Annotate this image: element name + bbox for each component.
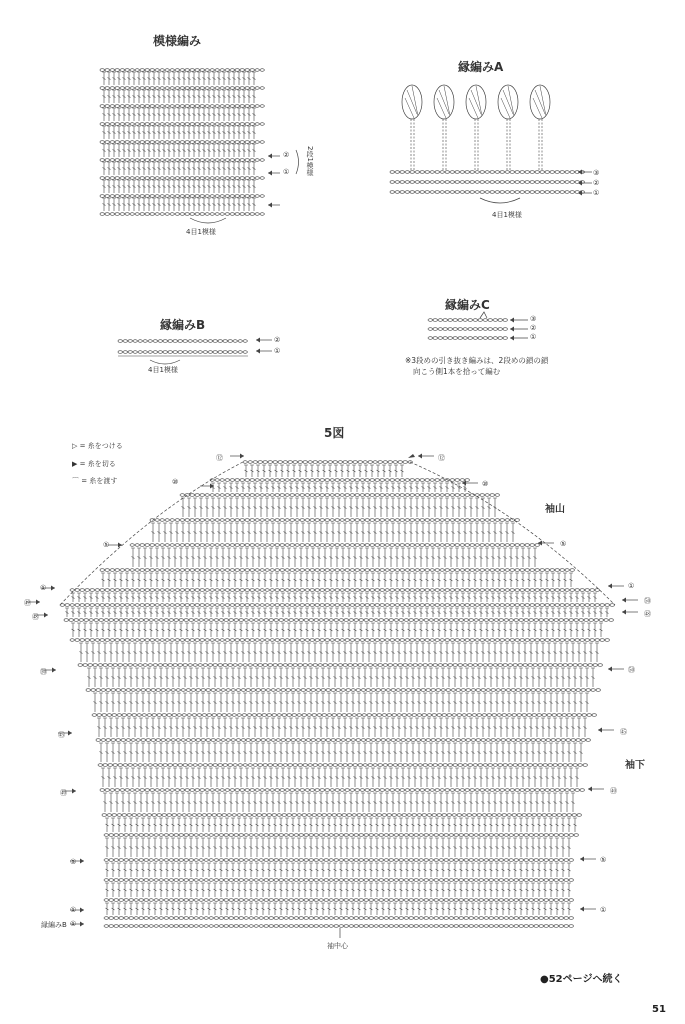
edge-b-title: 縁編みB	[160, 318, 206, 332]
edge-b-row-2: ②	[274, 336, 281, 344]
sleeve-chain-row	[104, 834, 578, 837]
chain-row	[390, 191, 584, 194]
bobble-stem	[411, 119, 414, 170]
carry-yarn-icon: ⌒	[72, 477, 79, 485]
legend-attach-text: = 糸をつける	[79, 442, 123, 450]
row-marker-right: ⑤	[600, 856, 607, 864]
sleeve-chain-row	[86, 689, 600, 692]
row-marker-left: ①	[40, 584, 47, 592]
sleeve-stitch-row	[65, 608, 609, 617]
sleeve-chain-row	[98, 764, 587, 767]
right-row-arrow-head	[588, 787, 592, 792]
right-row-arrow-head	[608, 667, 612, 672]
bobble-stem	[475, 119, 478, 170]
edge-b-row-1: ①	[274, 347, 281, 355]
right-row-arrow-head	[580, 907, 584, 912]
chain-row	[100, 159, 264, 162]
repeat-bracket	[150, 360, 180, 364]
stitch-row	[102, 72, 256, 85]
sleeve-stitch-row	[97, 718, 587, 737]
chain-row	[100, 69, 264, 72]
sleeve-chain-row	[92, 714, 596, 717]
row-marker-left: ⑩	[172, 478, 179, 486]
pattern-row-2: ②	[283, 151, 290, 159]
row-marker-right: ⑩	[482, 480, 489, 488]
chain-row	[390, 181, 584, 184]
chain-row	[118, 340, 247, 343]
stitch-row	[102, 198, 256, 211]
left-row-arrow-head	[68, 731, 72, 736]
sleeve-stitch-row	[99, 743, 583, 762]
row-marker-left: ㊿	[40, 668, 47, 676]
chain-row	[118, 351, 247, 354]
sleeve-cap-outline	[60, 462, 615, 605]
sleeve-chain-row	[60, 604, 614, 607]
sleeve-stitch-row	[131, 548, 537, 567]
edge-a-row-1: ①	[593, 189, 600, 197]
chain-row	[428, 319, 507, 322]
row-marker-right: ㊿	[628, 666, 635, 674]
chain-row	[100, 87, 264, 90]
edge-c-row-2: ②	[530, 324, 537, 332]
left-row-arrow-head	[52, 668, 56, 673]
sleeve-center-label: 袖中心	[327, 942, 348, 950]
chain-row	[100, 141, 264, 144]
sleeve-chain-row	[150, 519, 519, 522]
sleeve-stitch-row	[71, 593, 597, 602]
edge-c-title: 縁編みC	[445, 298, 490, 312]
sleeve-stitch-row	[105, 838, 571, 857]
pattern-row-1: ①	[283, 168, 290, 176]
row-marker-right: ㊺	[620, 728, 627, 736]
sleeve-chain-row	[70, 639, 609, 642]
sleeve-stitch-row	[93, 693, 589, 712]
sleeve-stitch-row	[105, 883, 571, 897]
row-marker-left: ①	[70, 906, 77, 914]
cut-yarn-icon: ▶	[72, 460, 78, 468]
edge-b-label: 縁編みB	[41, 921, 67, 929]
row-arrow-head	[268, 154, 272, 159]
chain-row	[100, 213, 264, 216]
sleeve-stitch-row	[71, 623, 603, 637]
row-arrow-head	[256, 338, 260, 343]
chain-row	[428, 328, 507, 331]
left-row-arrow-head	[51, 586, 55, 591]
sleeve-stitch-row	[101, 573, 573, 587]
edge-b-repeat-label: 4目1模様	[148, 366, 178, 374]
right-row-arrow-head	[622, 610, 626, 615]
sleeve-chain-row	[64, 619, 613, 622]
row-marker-right: ㊵	[610, 787, 617, 795]
sleeve-chain-row	[130, 544, 539, 547]
right-row-arrow-head	[598, 728, 602, 733]
attach-yarn-icon: ▷	[72, 442, 78, 450]
sleeve-stitch-row	[244, 465, 404, 477]
sleeve-stitch-row	[87, 668, 595, 687]
sleeve-chain-row	[180, 494, 499, 497]
row-marker-right: ⑤	[560, 540, 567, 548]
sleeve-stitch-row	[105, 818, 577, 832]
bobble-stem	[539, 119, 542, 170]
row-marker-left: ㊽	[32, 613, 39, 621]
row-arrow-head	[256, 349, 260, 354]
stitch-row	[102, 126, 256, 139]
row-marker-left: ㊾	[24, 599, 31, 607]
sleeve-stitch-row	[101, 768, 579, 787]
pattern-repeat-label: 4目1模様	[186, 228, 216, 236]
sleeve-chain-row	[96, 739, 590, 742]
edge-c-note-2: 向こう側1本を拾って編む	[413, 367, 501, 376]
row-marker-right: ㊿	[644, 597, 651, 605]
sleeve-stitch-row	[151, 523, 515, 542]
stitch-row	[102, 162, 256, 175]
underarm-label: 袖下	[625, 760, 645, 771]
bobble-stitches	[405, 86, 418, 118]
stitch-row	[102, 108, 256, 121]
pattern-title: 模様編み	[153, 34, 202, 48]
repeat-bracket	[480, 198, 520, 203]
row-marker-left: ⑫	[216, 454, 223, 462]
legend-cut-text: = 糸を切る	[79, 460, 116, 468]
row-marker-right: ①	[628, 582, 635, 590]
row-marker-left: ㊺	[58, 731, 65, 739]
left-row-arrow-head	[36, 600, 40, 605]
chain-row	[428, 337, 507, 340]
left-row-arrow-head	[240, 454, 244, 459]
sleeve-chain-row	[104, 879, 573, 882]
row-marker-right: ㊽	[644, 610, 651, 618]
sleeve-chain-row	[100, 569, 574, 572]
chain-row	[100, 105, 264, 108]
right-row-arrow-head	[608, 584, 612, 589]
row-marker-left: ⑤	[103, 541, 110, 549]
row-arrow-head	[510, 327, 514, 332]
left-row-arrow-head	[44, 613, 48, 618]
left-row-arrow-head	[80, 859, 84, 864]
sleeve-stitch-row	[103, 793, 575, 812]
stitch-row	[102, 90, 256, 103]
slip-stitch-mark	[480, 312, 487, 318]
chain-row	[100, 177, 264, 180]
sleeve-stitch-row	[181, 498, 497, 517]
row-marker-left: ①	[70, 920, 77, 928]
row-arrow-head	[510, 336, 514, 341]
sleeve-chain-row	[78, 664, 602, 667]
stitch-row	[102, 180, 256, 193]
sleeve-cap-label: 袖山	[545, 504, 565, 515]
pattern-side-note: 2段1模様	[306, 146, 314, 176]
bobble-stitches	[501, 86, 514, 118]
left-row-arrow-head	[80, 908, 84, 913]
continue-note: ●52ページへ続く	[540, 974, 623, 985]
left-row-arrow-head	[118, 543, 122, 548]
edge-b-chain-row	[104, 925, 573, 928]
sleeve-stitch-row	[79, 643, 599, 662]
right-row-arrow-head	[538, 541, 542, 546]
bobble-stem	[507, 119, 510, 170]
sleeve-chain-row	[70, 589, 599, 592]
sleeve-chain-row	[104, 859, 573, 862]
edge-c-row-1: ①	[530, 333, 537, 341]
row-arrow-head	[268, 203, 272, 208]
figure-title: 5図	[324, 426, 345, 440]
row-arrow-head	[578, 170, 582, 175]
edge-a-repeat-label: 4目1模様	[492, 211, 522, 219]
chain-row	[100, 123, 264, 126]
edge-a-row-2: ②	[593, 179, 600, 187]
row-marker-left: ⑤	[70, 858, 77, 866]
sleeve-chain-row	[104, 917, 573, 920]
left-row-arrow-head	[72, 789, 76, 794]
edge-c-note-1: ※3段めの引き抜き編みは、2段めの鎖の鎖	[405, 356, 549, 365]
right-row-arrow-head	[418, 454, 422, 459]
cut-yarn-icon	[408, 454, 415, 458]
right-row-arrow-head	[622, 598, 626, 603]
legend-carry-text: = 糸を渡す	[81, 477, 118, 485]
row-marker-right: ⑫	[438, 454, 445, 462]
repeat-bracket	[190, 218, 226, 223]
right-row-arrow-head	[580, 857, 584, 862]
bobble-stitches	[437, 86, 450, 118]
chain-row	[100, 195, 264, 198]
row-marker-right: ①	[600, 906, 607, 914]
left-row-arrow-head	[80, 922, 84, 927]
stitch-row	[102, 144, 256, 157]
sleeve-stitch-row	[105, 903, 571, 915]
sleeve-chain-row	[210, 479, 469, 482]
sleeve-stitch-row	[105, 863, 571, 877]
bobble-stitches	[469, 86, 482, 118]
sleeve-chain-row	[102, 814, 581, 817]
sleeve-chain-row	[100, 789, 584, 792]
edge-c-row-3: ③	[530, 315, 537, 323]
page-number: 51	[652, 1004, 666, 1015]
side-bracket	[296, 150, 299, 174]
sleeve-chain-row	[104, 899, 573, 902]
chain-row	[390, 171, 584, 174]
row-marker-left: ㊵	[60, 789, 67, 797]
edge-a-row-3: ③	[593, 169, 600, 177]
sleeve-chain-row	[243, 461, 412, 464]
bobble-stitches	[533, 86, 546, 118]
edge-a-title: 縁編みA	[458, 60, 504, 74]
sleeve-stitch-row	[211, 483, 467, 492]
row-arrow-head	[268, 171, 272, 176]
row-arrow-head	[510, 318, 514, 323]
bobble-stem	[443, 119, 446, 170]
